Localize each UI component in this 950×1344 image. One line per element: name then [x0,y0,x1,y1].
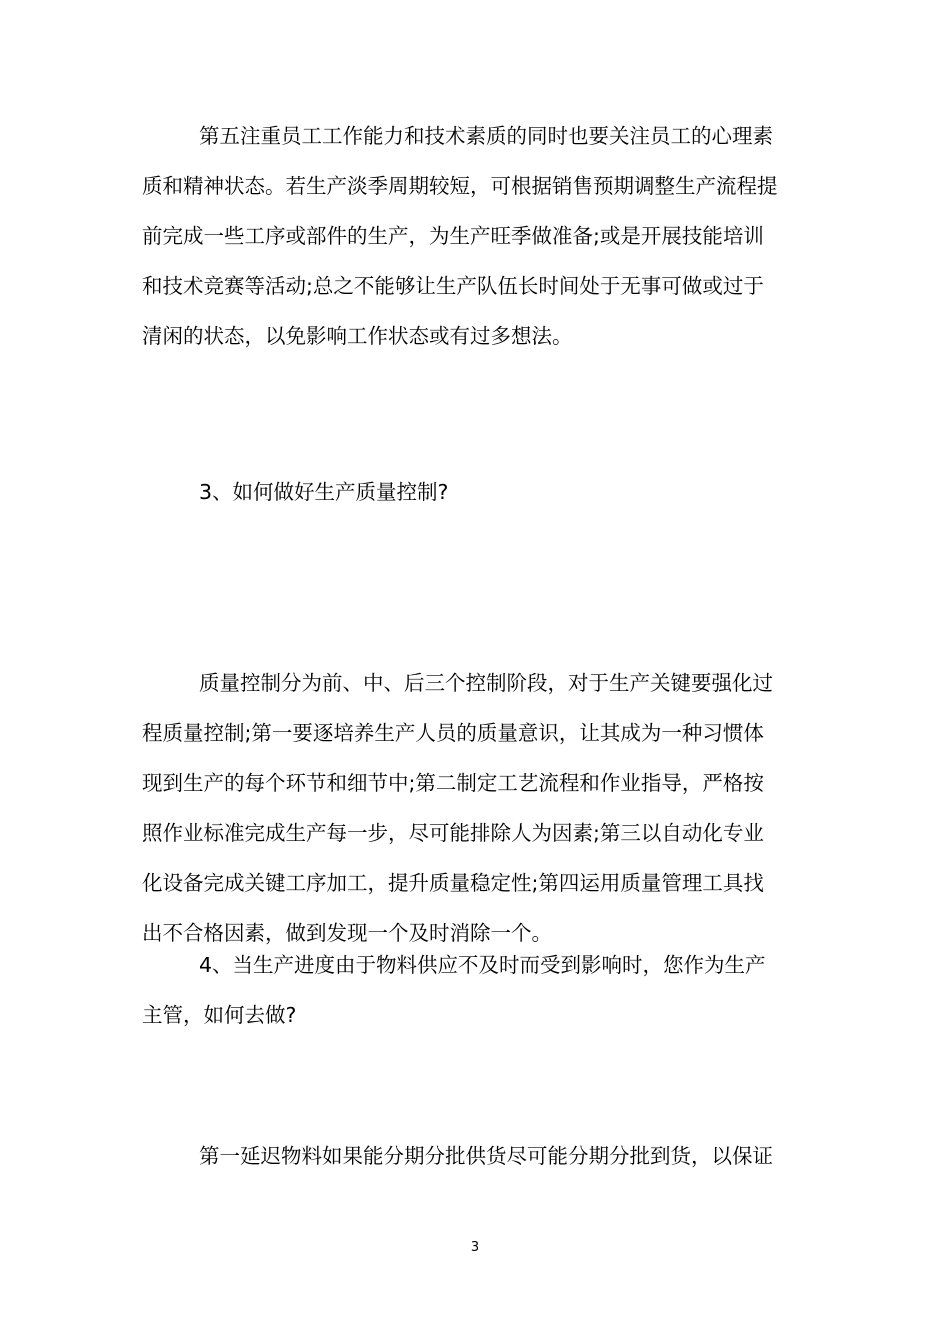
paragraph-line: 清闲的状态，以免影响工作状态或有过多想法。 [142,324,573,348]
section-heading-3: 3、如何做好生产质量控制? [199,480,449,504]
paragraph-line: 程质量控制;第一要逐培养生产人员的质量意识，让其成为一种习惯体 [142,721,764,745]
paragraph-line: 和技术竞赛等活动;总之不能够让生产队伍长时间处于无事可做或过于 [142,274,764,298]
heading-line: 主管，如何去做? [142,1003,297,1027]
paragraph-line: 质量控制分为前、中、后三个控制阶段，对于生产关键要强化过 [199,671,773,695]
paragraph-line: 现到生产的每个环节和细节中;第二制定工艺流程和作业指导，严格按 [142,771,764,795]
page-number: 3 [470,1240,480,1255]
paragraph-line: 前完成一些工序或部件的生产，为生产旺季做准备;或是开展技能培训 [142,224,764,248]
heading-line: 4、当生产进度由于物料供应不及时而受到影响时，您作为生产 [199,953,766,977]
paragraph-line: 照作业标准完成生产每一步，尽可能排除人为因素;第三以自动化专业 [142,821,764,845]
paragraph-line: 化设备完成关键工序加工，提升质量稳定性;第四运用质量管理工具找 [142,871,764,895]
paragraph-line: 质和精神状态。若生产淡季周期较短，可根据销售预期调整生产流程提 [142,174,778,198]
paragraph-line: 第一延迟物料如果能分期分批供货尽可能分期分批到货，以保证 [199,1144,773,1168]
paragraph-line: 出不合格因素，做到发现一个及时消除一个。 [142,921,552,945]
paragraph-line: 第五注重员工工作能力和技术素质的同时也要关注员工的心理素 [199,124,773,148]
